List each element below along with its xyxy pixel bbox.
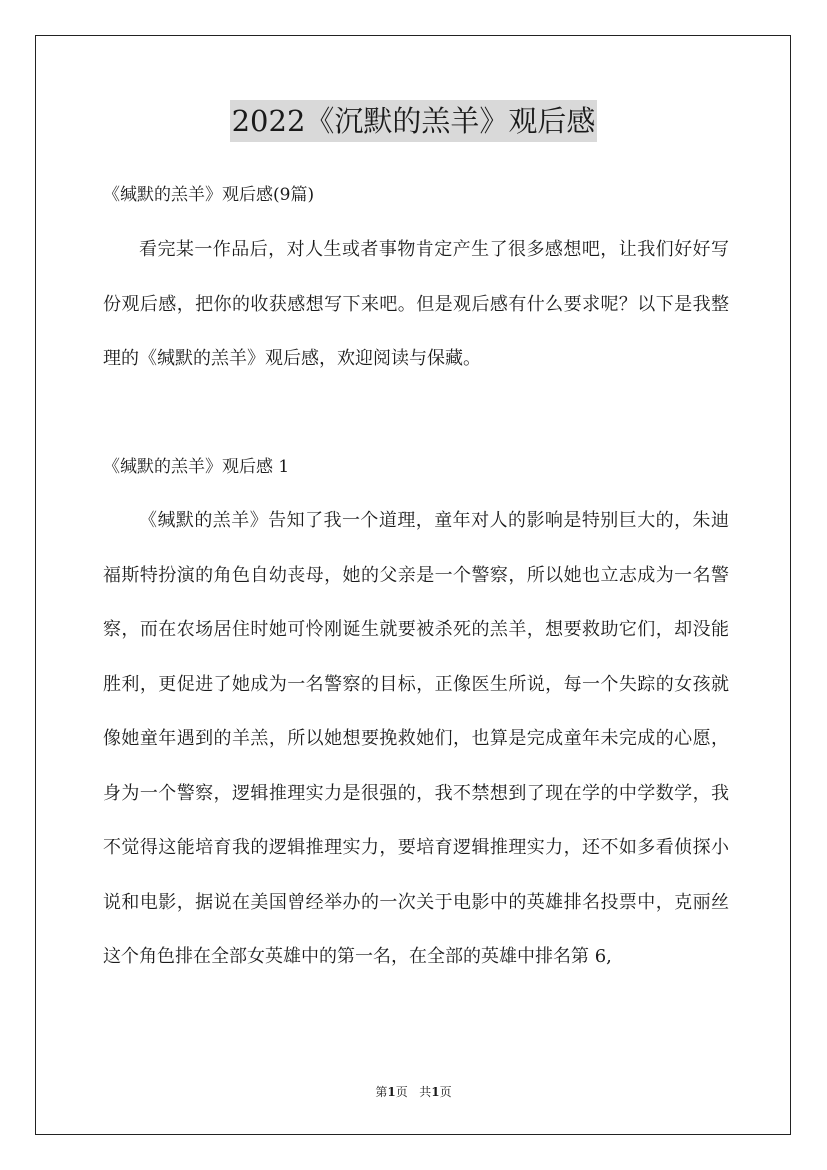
section-heading: 《缄默的羔羊》观后感 1 [103,457,290,477]
page-footer [0,1083,827,1101]
title-container [0,100,827,142]
footer-page-suffix: 页 [439,1085,452,1099]
intro-paragraph: 看完某一作品后，对人生或者事物肯定产生了很多感想吧，让我们好好写份观后感，把你的收获感想写下来吧。但是观后感有什么要求呢？以下是我整理的《缄默的羔羊》观后感，欢迎阅读与保藏。 [103,239,729,369]
footer-page-prefix: 第 [375,1085,388,1099]
body-paragraph: 《缄默的羔羊》告知了我一个道理，童年对人的影响是特别巨大的，朱迪福斯特扮演的角色自幼丧母，她的父亲是一个警察，所以她也立志成为一名警察，而在农场居住时她可怜刚诞生就要被杀死的羔羊，想要救助它们，却没能胜利，更促进了她成为一名警察的目标，正像医生所说，每一个失踪的女孩就像她童年遇到的羊羔，所以她想要挽救她们，也算是完成童年未完成的心愿，身为一个警察，逻辑推理实力是很强的，我不禁想到了现在学的中学数学，我不觉得这能培育我的逻辑推理实力，要培育逻辑推理实力，还不如多看侦探小说和电影，据说在美国曾经举办的一次关于电影中的英雄排名投票中，克丽丝这个角色排在全部女英雄中的第一名，在全部的英雄中排名第 6, [103,510,729,967]
document-subtitle: 《缄默的羔羊》观后感(9篇) [103,185,315,205]
footer-page-current: 1 [387,1085,396,1099]
footer-page-total: 1 [431,1085,440,1099]
document-title: 2022《沉默的羔羊》观后感 [230,100,598,142]
footer-page-mid: 页 共 [395,1085,432,1099]
